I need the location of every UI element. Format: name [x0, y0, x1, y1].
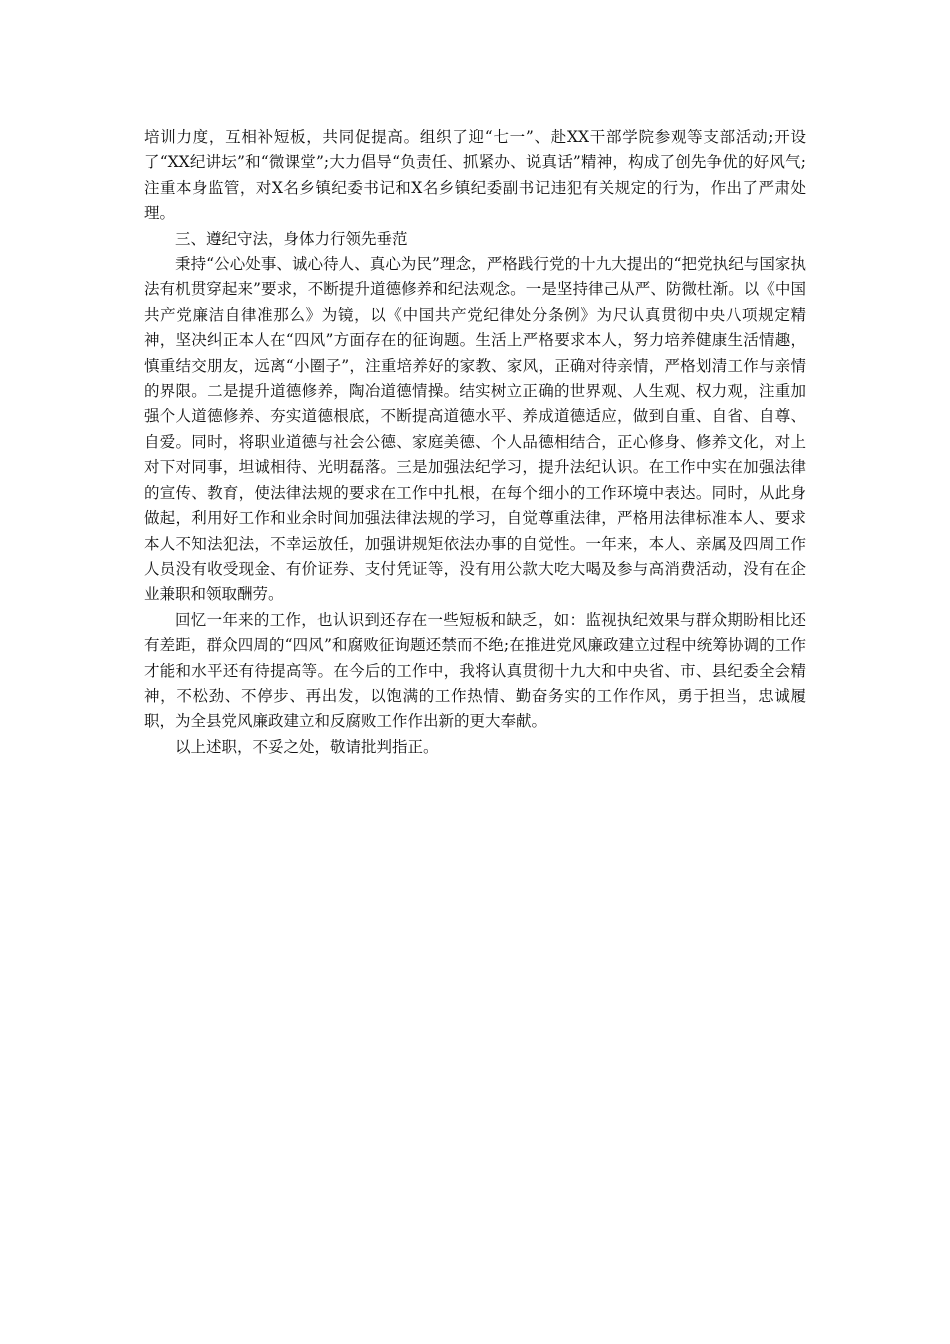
paragraph-closing: 以上述职，不妥之处，敬请批判指正。 — [175, 737, 439, 756]
paragraph-discipline: 秉持“公心处事、诚心待人、真心为民”理念，严格践行党的十九大提出的“把党执纪与国家执法有机贯穿起来”要求，不断提升道德修养和纪法观念。一是坚持律己从严、防微杜渐。以《中国共产党廉洁自律准那么》为镜，以《中国共产党纪律处分条例》为尺认真贯彻中央八项规定精神，坚决纠正本人在“四风”方面存在的征询题。生活上严格要求本人，努力培养健康生活情趣，慎重结交朋友，远离“小圈子”，注重培养好的家教、家风，正确对待亲情，严格划清工作与亲情的界限。二是提升道德修养，陶冶道德情操。结实树立正确的世界观、人生观、权力观，注重加强个人道德修养、夯实道德根底，不断提高道德水平、养成道德适应，做到自重、自省、自尊、自爱。同时，将职业道德与社会公德、家庭美德、个人品德相结合，正心修身、修养文化，对上对下对同事，坦诚相待、光明磊落。三是加强法纪学习，提升法纪认识。在工作中实在加强法律的宣传、教育，使法律法规的要求在工作中扎根，在每个细小的工作环境中表达。同时，从此身做起，利用好工作和业余时间加强法律法规的学习，自觉尊重法律，严格用法律标准本人、要求本人不知法犯法，不幸运放任，加强讲规矩依法办事的自觉性。一年来，本人、亲属及四周工作人员没有收受现金、有价证券、支付凭证等，没有用公款大吃大喝及参与高消费活动，没有在企业兼职和领取酬劳。 — [144, 255, 806, 604]
section-heading: 三、遵纪守法，身体力行领先垂范 — [175, 229, 408, 248]
paragraph-continued: 培训力度，互相补短板，共同促提高。组织了迎“七一”、赴XX干部学院参观等支部活动;开设了“XX纪讲坛”和“微课堂”;大力倡导“负责任、抓紧办、说真话”精神，构成了创先争优的好风气;注重本身监管，对X名乡镇纪委书记和X名乡镇纪委副书记违犯有关规定的行为，作出了严肃处理。 — [144, 128, 806, 223]
document-body — [144, 125, 806, 760]
paragraph-review: 回忆一年来的工作，也认识到还存在一些短板和缺乏，如：监视执纪效果与群众期盼相比还有差距，群众四周的“四风”和腐败征询题还禁而不绝;在推进党风廉政建立过程中统筹协调的工作才能和水平还有待提高等。在今后的工作中，我将认真贯彻十九大和中央省、市、县纪委全会精神，不松劲、不停步、再出发，以饱满的工作热情、勤奋务实的工作作风，勇于担当，忠诚履职，为全县党风廉政建立和反腐败工作作出新的更大奉献。 — [144, 610, 806, 731]
